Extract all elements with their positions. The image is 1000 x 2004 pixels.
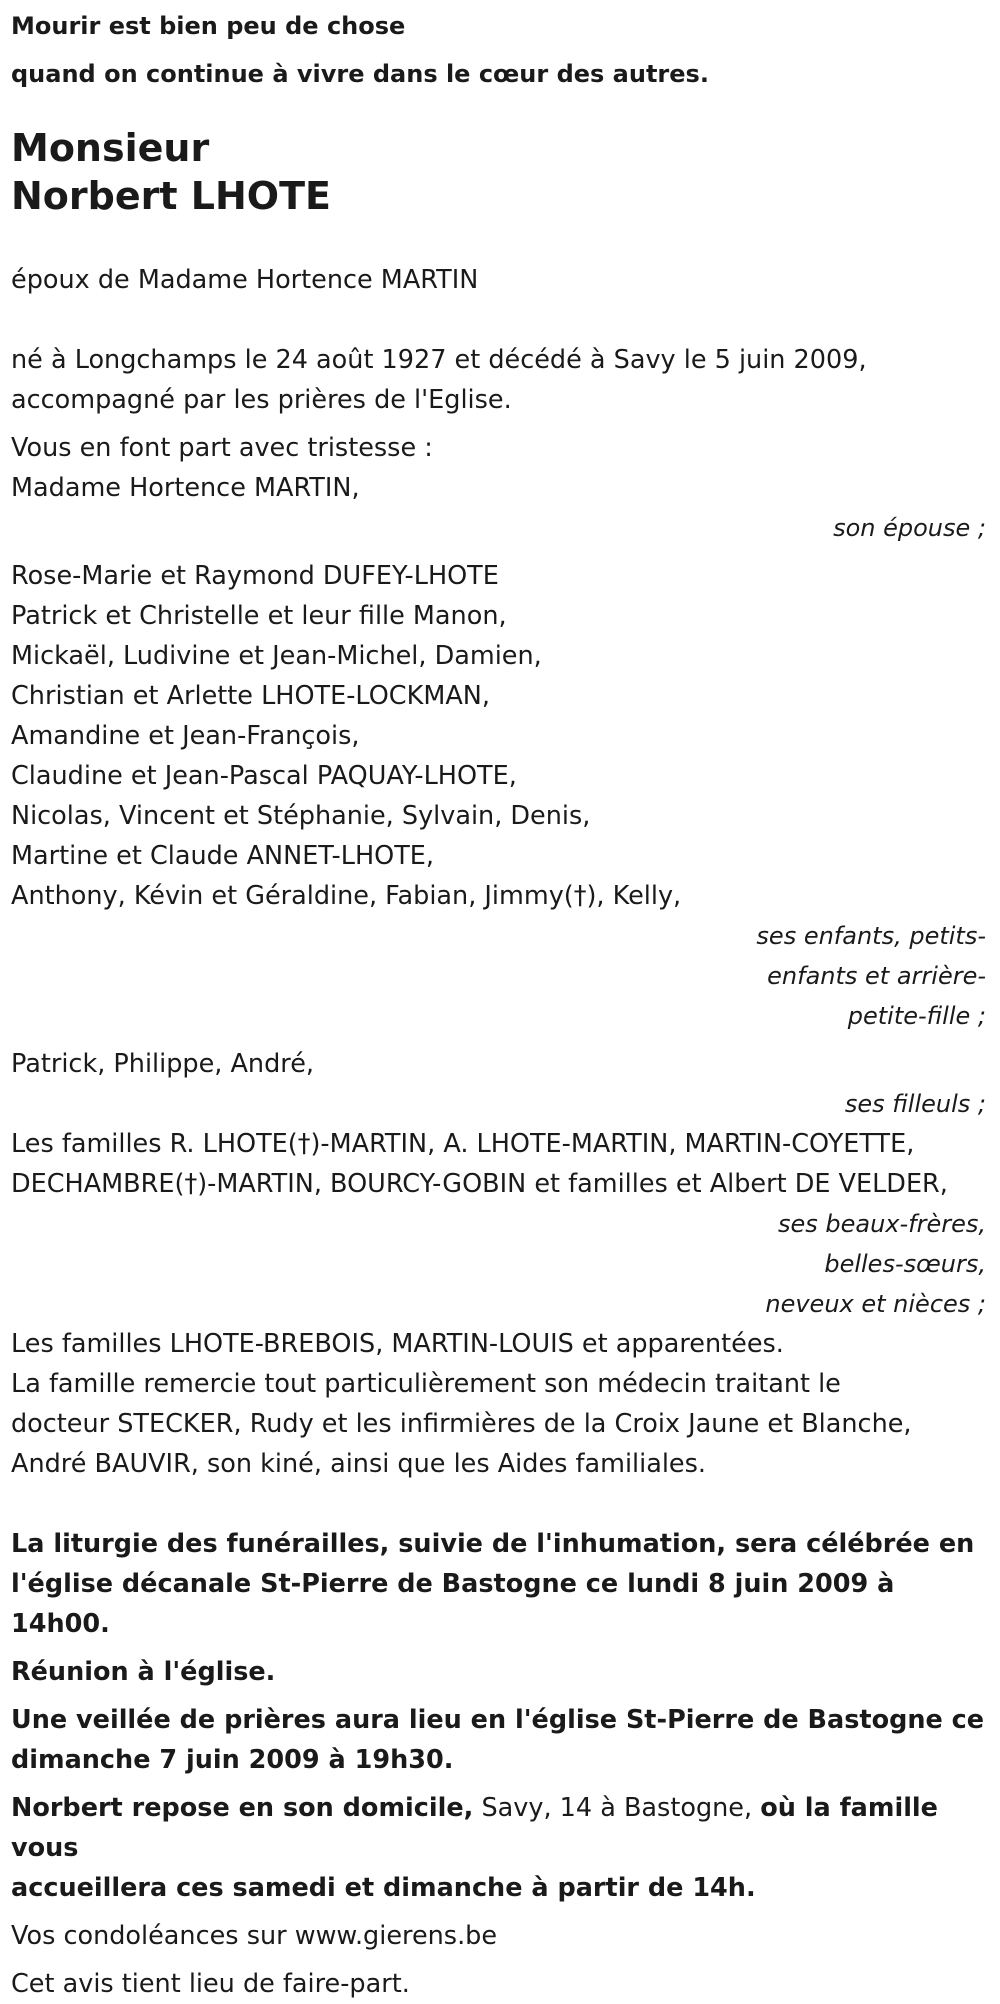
family-name-line: Patrick, Philippe, André,	[11, 1049, 314, 1079]
godchildren-group	[11, 1044, 990, 1124]
children-group	[11, 556, 990, 1036]
vigil-line-1: Une veillée de prières aura lieu en l'église St-Pierre de Bastogne ce	[11, 1705, 985, 1735]
thanks-line: docteur STECKER, Rudy et les infirmières de la Croix Jaune et Blanche,	[11, 1409, 912, 1439]
relation-label-line: ses beaux-frères,	[777, 1210, 986, 1238]
family-name-line: Mickaël, Ludivine et Jean-Michel, Damien,	[11, 641, 542, 671]
family-name-line: Anthony, Kévin et Géraldine, Fabian, Jimmy(†), Kelly,	[11, 881, 682, 911]
repose-line-1	[11, 1788, 990, 1868]
deceased-name: Norbert LHOTE	[11, 174, 331, 218]
condolences-line: Vos condoléances sur www.gierens.be	[11, 1921, 498, 1951]
family-name-line: Christian et Arlette LHOTE-LOCKMAN,	[11, 681, 490, 711]
family-name-line: Nicolas, Vincent et Stéphanie, Sylvain, Denis,	[11, 801, 591, 831]
relation-label-line: petite-fille ;	[847, 1002, 986, 1030]
epigraph-line-1: Mourir est bien peu de chose	[11, 12, 406, 40]
other-families: Les familles LHOTE-BREBOIS, MARTIN-LOUIS et apparentées.	[11, 1329, 784, 1359]
funeral-line-1: La liturgie des funérailles, suivie de l'inhumation, sera célébrée en	[11, 1529, 975, 1559]
family-name-line: DECHAMBRE(†)-MARTIN, BOURCY-GOBIN et familles et Albert DE VELDER,	[11, 1169, 948, 1199]
repose-line-2: accueillera ces samedi et dimanche à partir de 14h.	[11, 1873, 756, 1903]
inlaws-group	[11, 1124, 990, 1324]
funeral-line-2: l'église décanale St-Pierre de Bastogne ce lundi 8 juin 2009 à 14h00.	[11, 1569, 895, 1639]
family-name-line: Amandine et Jean-François,	[11, 721, 360, 751]
relation-label-line: enfants et arrière-	[767, 962, 986, 990]
closing-line: Cet avis tient lieu de faire-part.	[11, 1969, 410, 1999]
family-name-line: Rose-Marie et Raymond DUFEY-LHOTE	[11, 561, 499, 591]
epigraph-line-2: quand on continue à vivre dans le cœur des autres.	[11, 60, 709, 88]
family-name-line: Martine et Claude ANNET-LHOTE,	[11, 841, 434, 871]
announcement-intro: Vous en font part avec tristesse :	[11, 433, 433, 463]
thanks-line: André BAUVIR, son kiné, ainsi que les Aides familiales.	[11, 1449, 707, 1479]
relation-label-line: belles-sœurs,	[824, 1250, 986, 1278]
deceased-title: Monsieur	[11, 126, 210, 170]
relation-label-line: ses enfants, petits-	[756, 922, 986, 950]
birth-death-line-1: né à Longchamps le 24 août 1927 et décédé à Savy le 5 juin 2009,	[11, 345, 867, 375]
repose-address: Savy, 14 à Bastogne,	[473, 1793, 761, 1823]
family-name-line: Les familles R. LHOTE(†)-MARTIN, A. LHOTE-MARTIN, MARTIN-COYETTE,	[11, 1129, 915, 1159]
family-name-line: Patrick et Christelle et leur fille Manon,	[11, 601, 507, 631]
family-name-line: Claudine et Jean-Pascal PAQUAY-LHOTE,	[11, 761, 517, 791]
obituary-notice	[0, 2, 1000, 1999]
spouse-line: époux de Madame Hortence MARTIN	[11, 265, 479, 295]
spouse-group	[11, 468, 990, 548]
vigil-line-2: dimanche 7 juin 2009 à 19h30.	[11, 1745, 454, 1775]
repose-bold-start: Norbert repose en son domicile,	[11, 1793, 474, 1823]
repose-bold-end: où la famille vous	[11, 1793, 938, 1863]
relation-label: ses filleuls ;	[844, 1090, 986, 1118]
family-name-line: Madame Hortence MARTIN,	[11, 473, 360, 503]
thanks-line: La famille remercie tout particulièrement son médecin traitant le	[11, 1369, 841, 1399]
meeting-notice: Réunion à l'église.	[11, 1657, 276, 1687]
birth-death-line-2: accompagné par les prières de l'Eglise.	[11, 385, 512, 415]
relation-label-line: neveux et nièces ;	[765, 1290, 986, 1318]
relation-label: son épouse ;	[833, 514, 986, 542]
